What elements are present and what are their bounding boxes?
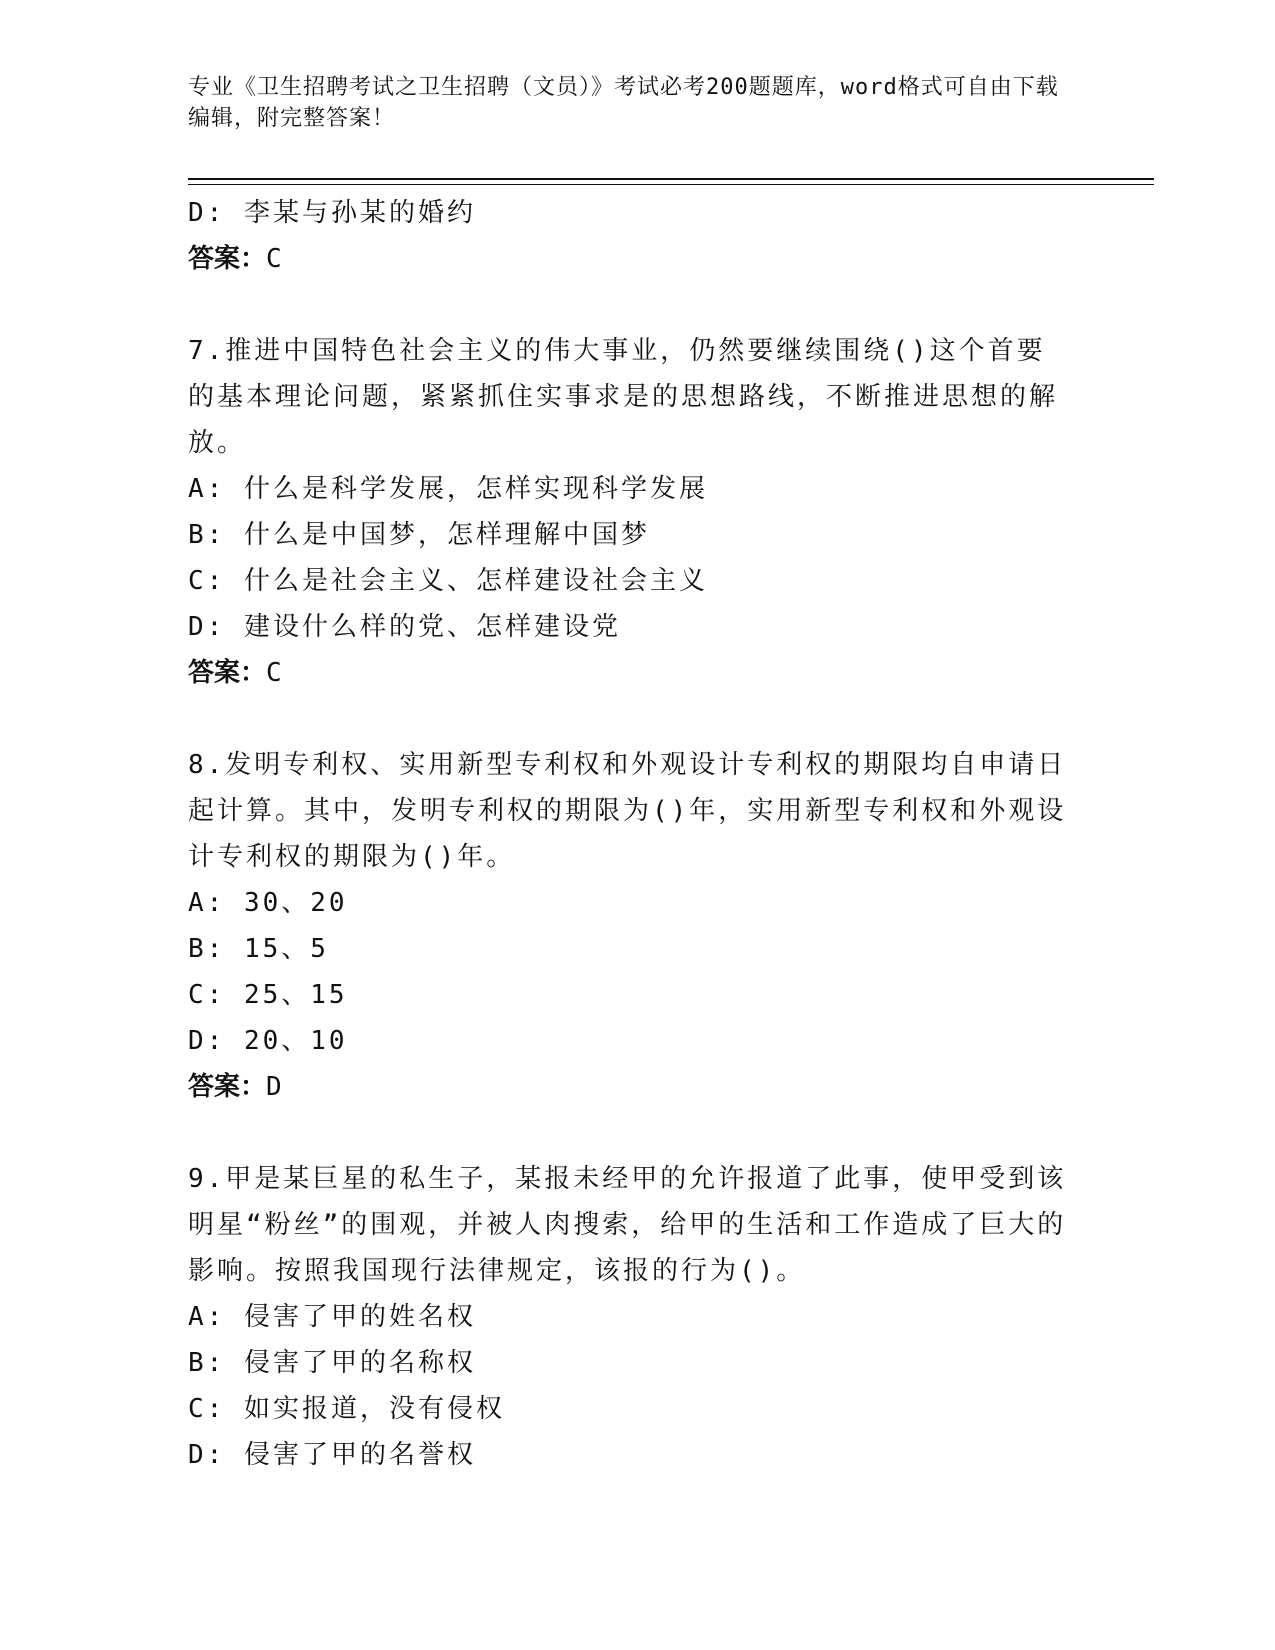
option-a: A: 侵害了甲的姓名权 [188,1302,476,1332]
option-c: C: 如实报道，没有侵权 [188,1394,505,1424]
option-b: B: 什么是中国梦，怎样理解中国梦 [188,520,650,550]
answer-label: 答案： [188,244,267,274]
spacer [188,1110,1068,1156]
document-header: 专业《卫生招聘考试之卫生招聘（文员）》考试必考200题题库，word格式可自由下载编辑，附完整答案！ [188,75,1059,131]
answer-label: 答案： [188,1072,267,1102]
answer-line [188,650,1068,696]
option-d: D: 20、10 [188,1026,348,1056]
question-stem: 7.推进中国特色社会主义的伟大事业，仍然要继续围绕()这个首要的基本理论问题，紧紧抓住实事求是的思想路线，不断推进思想的解放。 [188,336,1059,458]
option-d: D: 侵害了甲的名誉权 [188,1440,476,1470]
answer-value: D [266,1072,282,1102]
header-rule-thick [188,178,1154,180]
answer-line [188,1064,1068,1110]
spacer [188,282,1068,328]
answer-value: C [266,658,282,688]
option-c: C: 25、15 [188,980,348,1010]
option-c: C: 什么是社会主义、怎样建设社会主义 [188,566,708,596]
question-list [188,190,1068,1478]
question-stem: 9.甲是某巨星的私生子，某报未经甲的允许报道了此事，使甲受到该明星“粉丝”的围观，并被人肉搜索，给甲的生活和工作造成了巨大的影响。按照我国现行法律规定，该报的行为()。 [188,1164,1067,1286]
option-a: A: 什么是科学发展，怎样实现科学发展 [188,474,708,504]
option-b: B: 侵害了甲的名称权 [188,1348,476,1378]
header-rule-thin [188,184,1154,185]
answer-label: 答案： [188,658,267,688]
answer-value: C [266,244,282,274]
option-d: D: 建设什么样的党、怎样建设党 [188,612,621,642]
option-b: B: 15、5 [188,934,329,964]
option-d: D: 李某与孙某的婚约 [188,198,476,228]
question-stem: 8.发明专利权、实用新型专利权和外观设计专利权的期限均自申请日起计算。其中，发明专利权的期限为()年，实用新型专利权和外观设计专利权的期限为()年。 [188,750,1067,872]
option-a: A: 30、20 [188,888,348,918]
answer-line [188,236,1068,282]
spacer [188,696,1068,742]
